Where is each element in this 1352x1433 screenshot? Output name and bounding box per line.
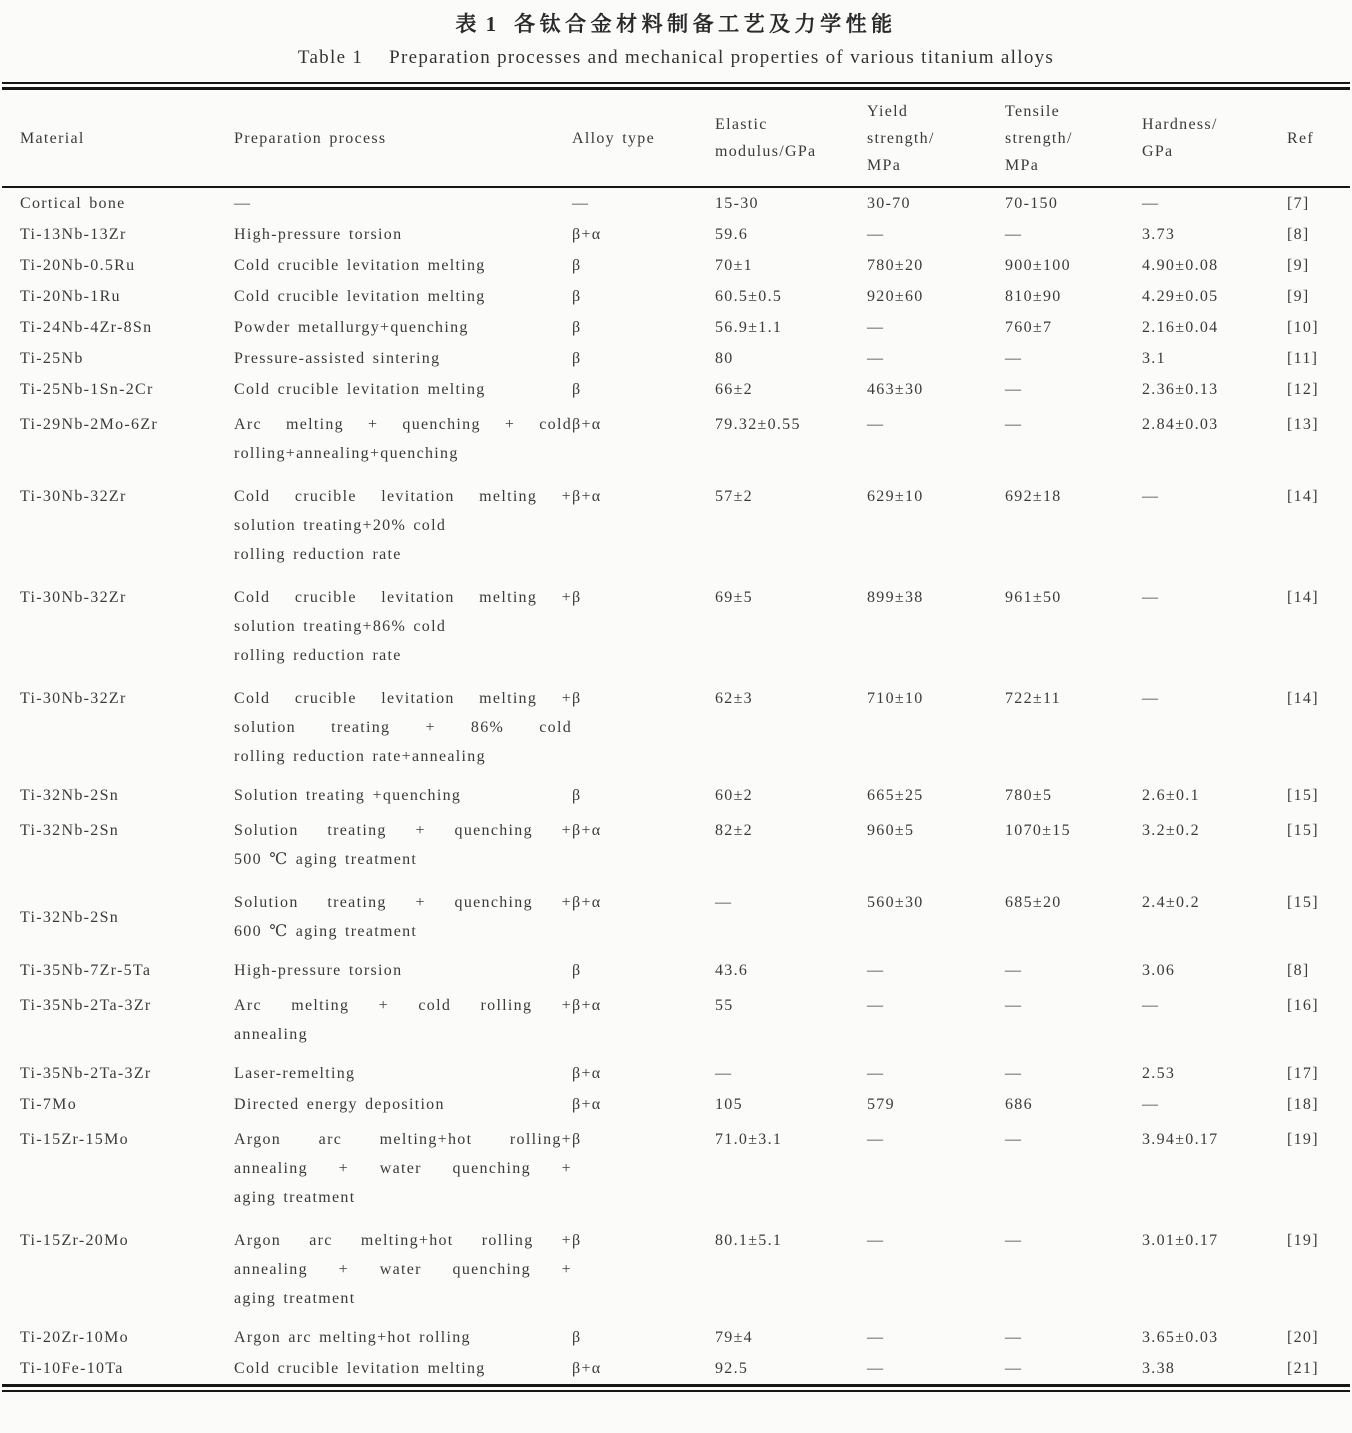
cell-alloy: β+α (572, 997, 602, 1014)
cell-alloy: — (572, 195, 590, 212)
cell-elastic: 60±2 (715, 787, 753, 804)
properties-table (2, 90, 1350, 1384)
cell-tensile: — (1005, 1329, 1023, 1346)
cell-alloy: β+α (572, 226, 602, 243)
cell-yield: — (867, 997, 885, 1014)
cell-yield: — (867, 1232, 885, 1249)
table-row (2, 780, 1350, 811)
cell-material: Ti-25Nb-1Sn-2Cr (20, 381, 154, 398)
cell-tensile: — (1005, 997, 1023, 1014)
process-line: — (234, 195, 252, 212)
cell-process (234, 477, 572, 578)
cell-yield: 579 (867, 1096, 895, 1113)
column-header-line: MPa (867, 156, 902, 174)
process-line: Powder metallurgy+quenching (234, 319, 469, 336)
cell-hardness: 3.06 (1142, 962, 1176, 979)
column-header-line: Ref (1287, 129, 1315, 147)
cell-process (234, 187, 572, 219)
cell-alloy: β+α (572, 894, 602, 911)
caption-chinese-label: 表 1 (455, 12, 499, 36)
table-row (2, 374, 1350, 405)
column-header-line: Alloy type (572, 129, 655, 147)
table-row (2, 281, 1350, 312)
cell-elastic: 69±5 (715, 589, 753, 606)
cell-ref: [10] (1287, 319, 1319, 336)
table-row (2, 405, 1350, 477)
cell-hardness: 2.6±0.1 (1142, 787, 1200, 804)
cell-material: Ti-24Nb-4Zr-8Sn (20, 319, 153, 336)
cell-tensile: 1070±15 (1005, 822, 1071, 839)
cell-tensile: 810±90 (1005, 288, 1062, 305)
table-caption (0, 0, 1352, 77)
cell-material: Ti-32Nb-2Sn (20, 908, 120, 926)
cell-process (234, 955, 572, 986)
cell-alloy: β+α (572, 1065, 602, 1082)
table-row (2, 811, 1350, 883)
cell-material: Ti-25Nb (20, 350, 84, 367)
cell-hardness: 3.1 (1142, 350, 1166, 367)
process-line: Solution treating + quenching + (234, 894, 572, 911)
cell-hardness: — (1142, 488, 1160, 505)
cell-yield: 780±20 (867, 257, 924, 274)
process-line: Argon arc melting+hot rolling + (234, 1232, 572, 1249)
cell-material: Ti-20Nb-1Ru (20, 288, 121, 305)
process-line: aging treatment (234, 1189, 356, 1206)
cell-hardness: — (1142, 195, 1160, 212)
cell-ref: [9] (1287, 257, 1310, 274)
cell-hardness: 3.65±0.03 (1142, 1329, 1219, 1346)
cell-material: Ti-35Nb-2Ta-3Zr (20, 997, 152, 1014)
caption-chinese (0, 9, 1352, 39)
cell-tensile: 780±5 (1005, 787, 1053, 804)
cell-elastic: 71.0±3.1 (715, 1131, 783, 1148)
cell-ref: [8] (1287, 226, 1310, 243)
column-header-process (234, 90, 572, 187)
column-header-line: Material (20, 129, 85, 147)
cell-hardness: — (1142, 589, 1160, 606)
process-line: Cold crucible levitation melting (234, 1360, 486, 1377)
table-row (2, 343, 1350, 374)
cell-yield: — (867, 416, 885, 433)
cell-material: Ti-32Nb-2Sn (20, 787, 120, 804)
cell-elastic: 80.1±5.1 (715, 1232, 783, 1249)
cell-yield: — (867, 962, 885, 979)
cell-ref: [21] (1287, 1360, 1319, 1377)
table-row (2, 1120, 1350, 1221)
cell-elastic: 60.5±0.5 (715, 288, 783, 305)
cell-yield: — (867, 1329, 885, 1346)
cell-alloy: β+α (572, 1096, 602, 1113)
column-header-alloy (572, 90, 715, 187)
table-top-double-rule (2, 82, 1350, 90)
cell-material: Ti-7Mo (20, 1096, 78, 1113)
cell-hardness: — (1142, 997, 1160, 1014)
cell-ref: [8] (1287, 962, 1310, 979)
cell-material: Ti-35Nb-7Zr-5Ta (20, 962, 152, 979)
process-line: Cold crucible levitation melting (234, 257, 486, 274)
cell-tensile: 961±50 (1005, 589, 1062, 606)
cell-process (234, 811, 572, 883)
column-header-line: Yield (867, 102, 909, 120)
cell-process (234, 1089, 572, 1120)
cell-hardness: 2.36±0.13 (1142, 381, 1219, 398)
cell-process (234, 1322, 572, 1353)
table-row (2, 250, 1350, 281)
cell-alloy: β+α (572, 822, 602, 839)
process-line: rolling reduction rate+annealing (234, 748, 486, 765)
process-line: Argon arc melting+hot rolling (234, 1329, 471, 1346)
cell-process (234, 281, 572, 312)
cell-material: Ti-32Nb-2Sn (20, 822, 120, 839)
cell-tensile: — (1005, 350, 1023, 367)
cell-material: Ti-35Nb-2Ta-3Zr (20, 1065, 152, 1082)
cell-elastic: 43.6 (715, 962, 749, 979)
process-line: aging treatment (234, 1290, 356, 1307)
cell-yield: 560±30 (867, 894, 924, 911)
table-row (2, 883, 1350, 955)
process-line: Cold crucible levitation melting + (234, 690, 572, 707)
cell-process (234, 986, 572, 1058)
table-header-row (2, 90, 1350, 187)
column-header-line: strength/ (1005, 129, 1073, 147)
cell-alloy: β (572, 787, 582, 804)
cell-hardness: 2.4±0.2 (1142, 894, 1200, 911)
process-line: Directed energy deposition (234, 1096, 445, 1113)
cell-elastic: 105 (715, 1096, 743, 1113)
column-header-line: Hardness/ (1142, 116, 1218, 133)
process-line: High-pressure torsion (234, 226, 403, 243)
cell-yield: — (867, 350, 885, 367)
cell-tensile: — (1005, 1232, 1023, 1249)
cell-hardness: — (1142, 1096, 1160, 1113)
cell-material: Ti-15Zr-15Mo (20, 1131, 129, 1148)
column-header-line: Tensile (1005, 102, 1061, 120)
cell-material: Ti-30Nb-32Zr (20, 488, 127, 505)
column-header-line: modulus/GPa (715, 143, 817, 160)
process-line: rolling+annealing+quenching (234, 445, 459, 462)
column-header-ref (1287, 90, 1350, 187)
caption-english (0, 39, 1352, 77)
cell-elastic: — (715, 1065, 733, 1082)
table-row (2, 187, 1350, 219)
cell-tensile: — (1005, 962, 1023, 979)
cell-ref: [14] (1287, 589, 1319, 606)
cell-yield: — (867, 1131, 885, 1148)
process-line: 500 ℃ aging treatment (234, 851, 418, 868)
process-line: solution treating + 86% cold (234, 719, 572, 736)
cell-yield: 30-70 (867, 195, 911, 212)
cell-material: Ti-15Zr-20Mo (20, 1232, 129, 1249)
process-line: Solution treating +quenching (234, 787, 462, 804)
cell-ref: [13] (1287, 416, 1319, 433)
cell-tensile: — (1005, 1131, 1023, 1148)
column-header-line: GPa (1142, 143, 1174, 160)
process-line: Cold crucible levitation melting (234, 288, 486, 305)
cell-tensile: — (1005, 1360, 1023, 1377)
cell-process (234, 405, 572, 477)
cell-elastic: 15-30 (715, 195, 759, 212)
cell-hardness: 2.53 (1142, 1065, 1176, 1082)
cell-yield: 710±10 (867, 690, 924, 707)
table-row (2, 679, 1350, 780)
cell-yield: — (867, 1360, 885, 1377)
column-header-line: strength/ (867, 129, 935, 147)
cell-process (234, 883, 572, 955)
cell-yield: 960±5 (867, 822, 915, 839)
cell-alloy: β+α (572, 1360, 602, 1377)
cell-yield: — (867, 319, 885, 336)
table-row (2, 477, 1350, 578)
cell-elastic: 55 (715, 997, 734, 1014)
process-line: Cold crucible levitation melting + (234, 488, 572, 505)
cell-process (234, 312, 572, 343)
table-body (2, 187, 1350, 1384)
cell-material: Ti-13Nb-13Zr (20, 226, 127, 243)
process-line: Laser-remelting (234, 1065, 356, 1082)
cell-process (234, 780, 572, 811)
cell-ref: [11] (1287, 350, 1319, 367)
caption-english-title: Preparation processes and mechanical properties of various titanium alloys (389, 47, 1055, 68)
cell-alloy: β (572, 257, 582, 274)
cell-tensile: — (1005, 381, 1023, 398)
column-header-elastic (715, 90, 867, 187)
cell-elastic: 57±2 (715, 488, 753, 505)
process-line: annealing + water quenching + (234, 1261, 572, 1278)
cell-material: Ti-10Fe-10Ta (20, 1360, 124, 1377)
cell-elastic: 80 (715, 350, 734, 367)
cell-material: Cortical bone (20, 195, 126, 212)
cell-ref: [15] (1287, 787, 1319, 804)
cell-elastic: 79.32±0.55 (715, 416, 801, 433)
cell-alloy: β (572, 690, 582, 707)
cell-elastic: 70±1 (715, 257, 753, 274)
cell-alloy: β (572, 1232, 582, 1249)
table-bottom-double-rule (2, 1384, 1350, 1392)
cell-ref: [15] (1287, 822, 1319, 839)
cell-yield: 899±38 (867, 589, 924, 606)
table-row (2, 1353, 1350, 1384)
cell-tensile: 685±20 (1005, 894, 1062, 911)
table-row (2, 312, 1350, 343)
table-row (2, 955, 1350, 986)
cell-hardness: 2.84±0.03 (1142, 416, 1219, 433)
cell-tensile: 722±11 (1005, 690, 1061, 707)
table-row (2, 986, 1350, 1058)
table-row (2, 1221, 1350, 1322)
cell-yield: 463±30 (867, 381, 924, 398)
cell-ref: [14] (1287, 690, 1319, 707)
process-line: Arc melting + cold rolling + (234, 997, 572, 1014)
process-line: annealing + water quenching + (234, 1160, 572, 1177)
cell-tensile: 900±100 (1005, 257, 1071, 274)
process-line: annealing (234, 1026, 308, 1043)
process-line: solution treating+86% cold (234, 618, 447, 635)
process-line: Cold crucible levitation melting + (234, 589, 572, 606)
process-line: Pressure-assisted sintering (234, 350, 441, 367)
cell-material: Ti-30Nb-32Zr (20, 589, 127, 606)
cell-ref: [14] (1287, 488, 1319, 505)
cell-process (234, 1120, 572, 1221)
cell-process (234, 578, 572, 679)
cell-yield: 629±10 (867, 488, 924, 505)
cell-yield: 920±60 (867, 288, 924, 305)
cell-hardness: 3.01±0.17 (1142, 1232, 1219, 1249)
process-line: 600 ℃ aging treatment (234, 923, 418, 940)
column-header-yield (867, 90, 1005, 187)
cell-elastic: 82±2 (715, 822, 753, 839)
process-line: High-pressure torsion (234, 962, 403, 979)
cell-tensile: 686 (1005, 1096, 1033, 1113)
cell-ref: [16] (1287, 997, 1319, 1014)
cell-tensile: 692±18 (1005, 488, 1062, 505)
cell-alloy: β (572, 962, 582, 979)
column-header-line: Preparation process (234, 129, 387, 147)
cell-hardness: 4.29±0.05 (1142, 288, 1219, 305)
caption-english-label: Table 1 (297, 47, 364, 68)
cell-process (234, 1221, 572, 1322)
cell-process (234, 1058, 572, 1089)
cell-hardness: 2.16±0.04 (1142, 319, 1219, 336)
cell-material: Ti-30Nb-32Zr (20, 690, 127, 707)
cell-material: Ti-20Zr-10Mo (20, 1329, 129, 1346)
cell-tensile: — (1005, 416, 1023, 433)
cell-elastic: 56.9±1.1 (715, 319, 783, 336)
caption-chinese-title: 各钛合金材料制备工艺及力学性能 (514, 12, 897, 36)
cell-ref: [20] (1287, 1329, 1319, 1346)
cell-elastic: 66±2 (715, 381, 753, 398)
cell-alloy: β (572, 381, 582, 398)
cell-process (234, 374, 572, 405)
cell-hardness: 3.2±0.2 (1142, 822, 1200, 839)
cell-alloy: β (572, 350, 582, 367)
process-line: Arc melting + quenching + cold (234, 416, 572, 433)
process-line: solution treating+20% cold (234, 517, 447, 534)
cell-alloy: β (572, 319, 582, 336)
cell-hardness: 3.94±0.17 (1142, 1131, 1219, 1148)
cell-ref: [12] (1287, 381, 1319, 398)
cell-alloy: β+α (572, 488, 602, 505)
cell-alloy: β (572, 288, 582, 305)
cell-hardness: 4.90±0.08 (1142, 257, 1219, 274)
cell-hardness: 3.38 (1142, 1360, 1176, 1377)
column-header-material (2, 90, 234, 187)
cell-yield: — (867, 226, 885, 243)
cell-alloy: β+α (572, 416, 602, 433)
cell-elastic: 79±4 (715, 1329, 753, 1346)
process-line: Cold crucible levitation melting (234, 381, 486, 398)
cell-alloy: β (572, 1329, 582, 1346)
cell-material: Ti-20Nb-0.5Ru (20, 257, 136, 274)
process-line: Argon arc melting+hot rolling+ (234, 1131, 572, 1148)
table-row (2, 219, 1350, 250)
column-header-tensile (1005, 90, 1142, 187)
table-row (2, 1322, 1350, 1353)
cell-process (234, 1353, 572, 1384)
table-row (2, 578, 1350, 679)
column-header-hardness (1142, 90, 1287, 187)
cell-tensile: 760±7 (1005, 319, 1053, 336)
table-row (2, 1089, 1350, 1120)
process-line: rolling reduction rate (234, 647, 402, 664)
cell-hardness: — (1142, 690, 1160, 707)
cell-hardness: 3.73 (1142, 226, 1176, 243)
cell-tensile: — (1005, 226, 1023, 243)
cell-material: Ti-29Nb-2Mo-6Zr (20, 416, 159, 433)
cell-ref: [7] (1287, 195, 1310, 212)
cell-process (234, 679, 572, 780)
cell-elastic: 59.6 (715, 226, 749, 243)
cell-ref: [19] (1287, 1131, 1319, 1148)
cell-ref: [17] (1287, 1065, 1319, 1082)
cell-ref: [19] (1287, 1232, 1319, 1249)
cell-ref: [18] (1287, 1096, 1319, 1113)
cell-yield: 665±25 (867, 787, 924, 804)
cell-tensile: — (1005, 1065, 1023, 1082)
cell-yield: — (867, 1065, 885, 1082)
cell-ref: [15] (1287, 894, 1319, 911)
column-header-line: Elastic (715, 116, 768, 133)
cell-process (234, 219, 572, 250)
cell-elastic: 92.5 (715, 1360, 749, 1377)
column-header-line: MPa (1005, 156, 1040, 174)
cell-alloy: β (572, 589, 582, 606)
cell-alloy: β (572, 1131, 582, 1148)
table-header (2, 90, 1350, 187)
cell-ref: [9] (1287, 288, 1310, 305)
cell-elastic: — (715, 894, 733, 911)
process-line: rolling reduction rate (234, 546, 402, 563)
cell-tensile: 70-150 (1005, 195, 1059, 212)
table-row (2, 1058, 1350, 1089)
process-line: Solution treating + quenching + (234, 822, 572, 839)
cell-process (234, 343, 572, 374)
cell-elastic: 62±3 (715, 690, 753, 707)
cell-process (234, 250, 572, 281)
